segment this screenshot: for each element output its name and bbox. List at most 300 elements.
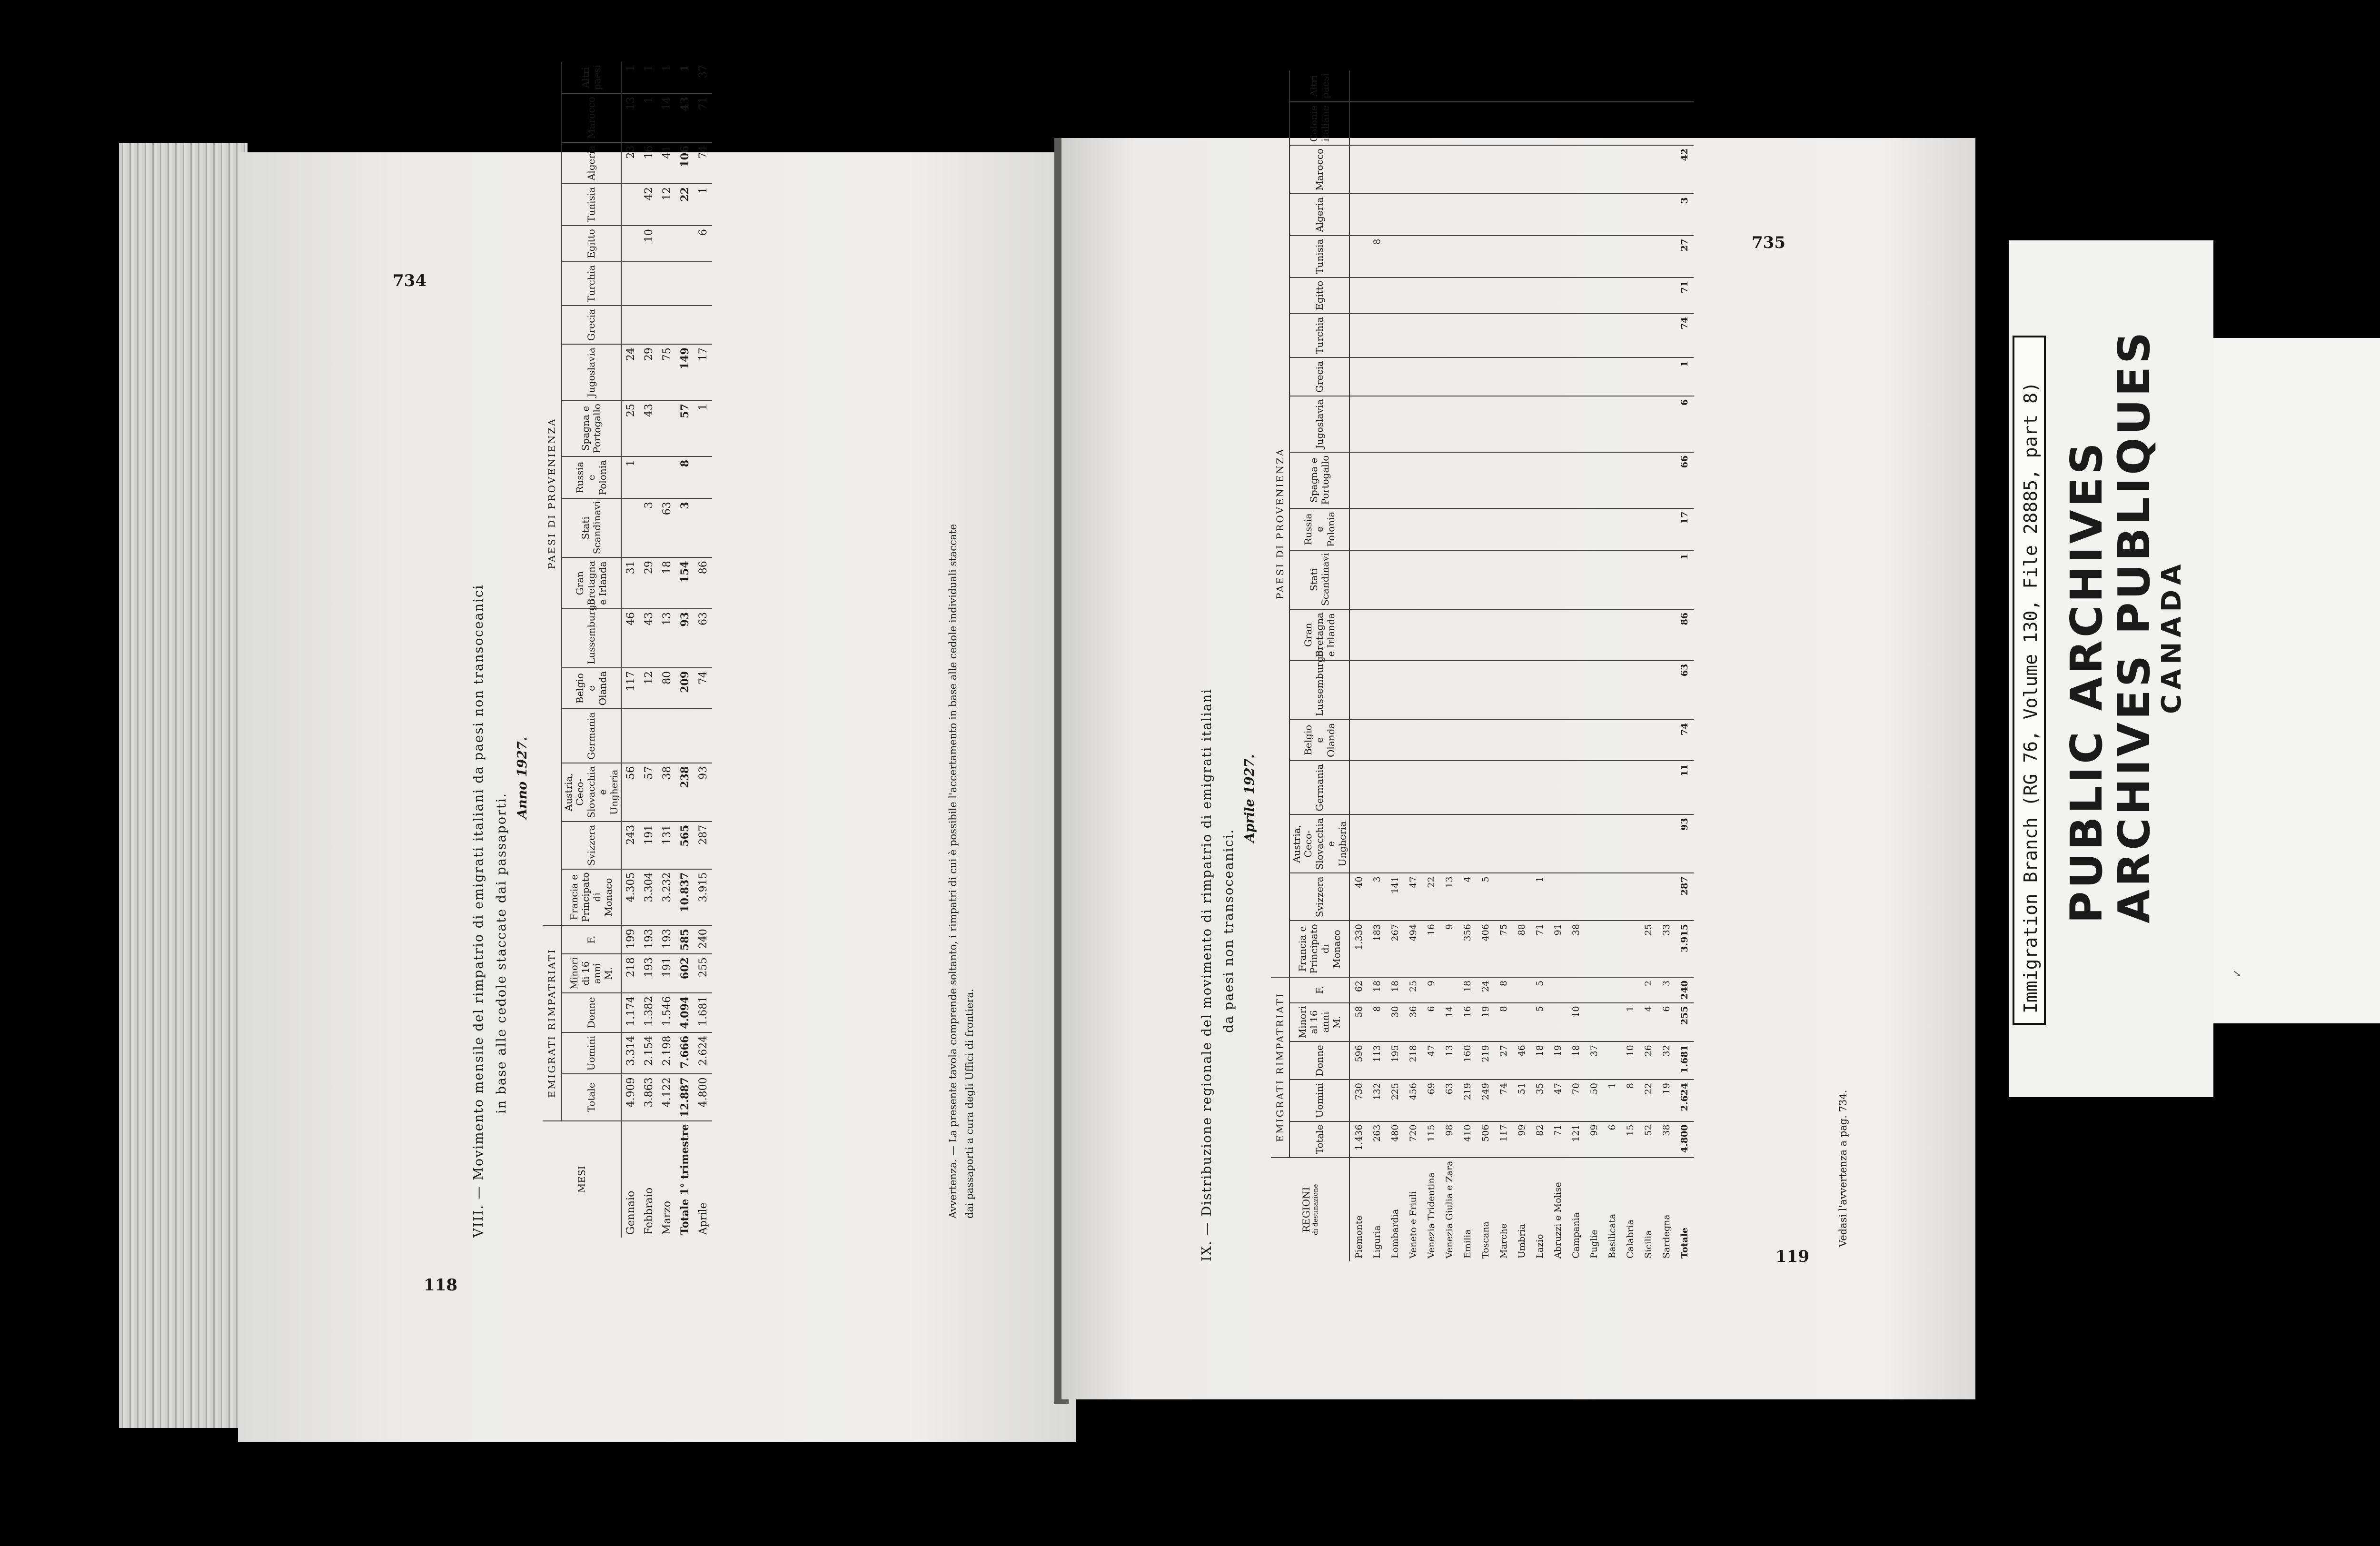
table-cell (1477, 396, 1495, 452)
table-cell: 1.681 (1676, 1041, 1694, 1080)
table-cell (1440, 814, 1458, 873)
col-header: Colonie italiane (1289, 102, 1349, 145)
table-cell: 8 (1621, 1080, 1639, 1121)
table-cell (1603, 396, 1621, 452)
table-cell (1603, 70, 1621, 102)
table-cell (1495, 508, 1513, 550)
table-cell: 1.436 (1349, 1121, 1368, 1158)
table-cell (1513, 194, 1531, 235)
table-cell (1621, 194, 1639, 235)
col-header: Spagna e Portogallo (1289, 452, 1349, 508)
table-cell (1477, 236, 1495, 277)
table-cell (1368, 661, 1386, 720)
table-cell (1349, 452, 1368, 508)
table-cell (1603, 452, 1621, 508)
table-cell: 2 (1639, 977, 1657, 1003)
table-cell: 106 (676, 142, 694, 184)
table-row (676, 62, 694, 1238)
table-cell: 16 (1422, 921, 1440, 977)
col-header: Austria, Ceco-Slovacchia e Ungheria (561, 763, 621, 822)
table-cell: 37 (1585, 1041, 1603, 1080)
table-cell: 47 (1404, 873, 1422, 921)
table-cell (1349, 70, 1368, 102)
table-cell: 596 (1349, 1041, 1368, 1080)
table-cell: 4.305 (621, 869, 640, 926)
table-cell: 193 (658, 925, 676, 954)
col-header: Lussemburgo (1289, 661, 1349, 720)
table-cell: 1 (658, 62, 676, 93)
table-cell: 32 (1657, 1041, 1676, 1080)
table-cell (1386, 70, 1404, 102)
col-header: Donne (1289, 1041, 1349, 1080)
table-cell: 56 (621, 763, 640, 822)
table-cell (1639, 357, 1657, 396)
table-cell (1621, 661, 1639, 720)
table-cell (1549, 814, 1567, 873)
table-cell: 93 (694, 763, 712, 822)
table-cell (1368, 814, 1386, 873)
table-cell (1422, 396, 1440, 452)
table-cell: 3 (676, 498, 694, 557)
col-header: Altri paesi (561, 62, 621, 93)
table-cell: 730 (1349, 1080, 1368, 1121)
regioni-subheading: di destinazione (1312, 1184, 1319, 1235)
table-row (694, 62, 712, 1238)
table-cell: 13 (621, 93, 640, 142)
table-row (1513, 70, 1531, 1261)
table-row (1458, 70, 1477, 1261)
col-header: F. (1289, 977, 1349, 1003)
table-cell (1585, 661, 1603, 720)
table-cell (1567, 661, 1585, 720)
col-header: Totale (1289, 1121, 1349, 1158)
table-cell (1531, 70, 1549, 102)
table-cell (1639, 452, 1657, 508)
table-cell: 19 (1477, 1003, 1495, 1042)
table-cell (1621, 396, 1639, 452)
table-cell (621, 498, 640, 557)
table-cell (1422, 550, 1440, 609)
table-cell: 113 (1368, 1041, 1386, 1080)
col-header: Russia e Polonia (1289, 508, 1349, 550)
table-cell (1567, 194, 1585, 235)
table-cell (1404, 761, 1422, 814)
table-cell (1368, 277, 1386, 314)
table-cell: 18 (1531, 1041, 1549, 1080)
row-label: Sardegna (1661, 1214, 1672, 1259)
table-cell (1549, 508, 1567, 550)
table-cell (1404, 609, 1422, 661)
table-cell (1386, 236, 1404, 277)
table-cell: 6 (1603, 1121, 1621, 1158)
table-cell: 4 (1639, 1003, 1657, 1042)
table-row (1404, 70, 1422, 1261)
table-cell (1585, 873, 1603, 921)
col-header: Jugoslavia (561, 344, 621, 400)
table-cell (658, 400, 676, 456)
table-cell: 4.800 (694, 1074, 712, 1120)
table-cell: 132 (1368, 1080, 1386, 1121)
row-label: Calabria (1625, 1219, 1636, 1259)
table-cell (1639, 761, 1657, 814)
table-cell: 75 (1495, 921, 1513, 977)
col-header: Stati Scandinavi (1289, 550, 1349, 609)
table-cell: 80 (658, 668, 676, 709)
table-cell (1567, 236, 1585, 277)
table-cell (1657, 508, 1676, 550)
table-cell: 191 (640, 822, 658, 869)
table-cell (1567, 609, 1585, 661)
table-cell: 25 (1639, 921, 1657, 977)
row-label: Lazio (1535, 1234, 1545, 1259)
table-cell (640, 306, 658, 344)
table-cell (1603, 761, 1621, 814)
table-cell (1404, 720, 1422, 761)
table-cell (1349, 609, 1368, 661)
table-cell: 15 (1621, 1121, 1639, 1158)
table-cell: 29 (640, 344, 658, 400)
table-cell (1585, 761, 1603, 814)
table-cell (1657, 70, 1676, 102)
table-cell: 13 (1440, 1041, 1458, 1080)
table-cell (1495, 396, 1513, 452)
table-cell (1513, 814, 1531, 873)
table-cell: 86 (694, 557, 712, 609)
table-cell (1422, 357, 1440, 396)
table-cell (1422, 609, 1440, 661)
table-cell (1349, 277, 1368, 314)
table-cell (1440, 977, 1458, 1003)
table-cell: 25 (621, 400, 640, 456)
table-cell (1349, 396, 1368, 452)
table-cell (1513, 357, 1531, 396)
table-cell (1513, 873, 1531, 921)
table-cell: 43 (640, 609, 658, 668)
table-cell: 3.915 (1676, 921, 1694, 977)
table-cell (1404, 194, 1422, 235)
table-cell (1495, 550, 1513, 609)
table-cell: 71 (694, 93, 712, 142)
col-header: Minori al 16 anni M. (1289, 1003, 1349, 1042)
table-cell (1495, 720, 1513, 761)
table-cell (1386, 277, 1404, 314)
table-cell: 117 (1495, 1121, 1513, 1158)
table-cell: 14 (1440, 1003, 1458, 1042)
table-cell (1549, 609, 1567, 661)
table-cell (1404, 452, 1422, 508)
table-cell: 71 (1676, 277, 1694, 314)
table-cell (1639, 145, 1657, 194)
table-cell: 99 (1585, 1121, 1603, 1158)
table-row (1676, 70, 1694, 1261)
table-cell (1458, 102, 1477, 145)
table-cell: 160 (1458, 1041, 1477, 1080)
table-cell: 249 (1477, 1080, 1495, 1121)
monthly-table (543, 62, 712, 1238)
table-cell (694, 709, 712, 763)
table-cell (1477, 314, 1495, 357)
table-cell (1603, 609, 1621, 661)
table-cell (1549, 761, 1567, 814)
table-cell: 38 (658, 763, 676, 822)
table-cell (1440, 314, 1458, 357)
table-cell: 31 (621, 557, 640, 609)
table-cell (1458, 508, 1477, 550)
table-cell: 63 (1440, 1080, 1458, 1121)
col-header: Germania (1289, 761, 1349, 814)
table-cell: 5 (1531, 1003, 1549, 1042)
table-cell (1513, 977, 1531, 1003)
table-cell (1567, 102, 1585, 145)
table-cell (1549, 396, 1567, 452)
table-cell (1567, 508, 1585, 550)
table-cell (1585, 609, 1603, 661)
table-cell (1477, 814, 1495, 873)
table-cell (1603, 814, 1621, 873)
table-cell (1440, 357, 1458, 396)
table-cell (1458, 396, 1477, 452)
table-cell: 13 (1440, 873, 1458, 921)
table-cell: 46 (1513, 1041, 1531, 1080)
table-cell (1639, 102, 1657, 145)
table-cell (1531, 314, 1549, 357)
table-cell: 27 (1495, 1041, 1513, 1080)
table-cell: 1 (1603, 1080, 1621, 1121)
table-cell: 1.382 (640, 993, 658, 1032)
table-cell (1585, 236, 1603, 277)
table-cell (1657, 550, 1676, 609)
table-month: Aprile 1927. (1242, 754, 1257, 842)
page-number-top: 734 (393, 271, 426, 290)
table-cell (1440, 452, 1458, 508)
table-cell (1549, 977, 1567, 1003)
row-label: Venezia Giulia e Zara (1444, 1160, 1455, 1259)
row-label: Emilia (1462, 1229, 1473, 1259)
table-cell (1513, 277, 1531, 314)
table-cell (1531, 194, 1549, 235)
table-cell (1422, 70, 1440, 102)
table-cell (1422, 661, 1440, 720)
table-cell (1440, 145, 1458, 194)
table-cell (1639, 720, 1657, 761)
table-cell (1368, 102, 1386, 145)
table-cell: 1.546 (658, 993, 676, 1032)
table-cell: 121 (1567, 1121, 1585, 1158)
table-cell (1621, 145, 1639, 194)
table-cell (658, 306, 676, 344)
archive-label-card-back (2213, 338, 2380, 1023)
table-cell (1531, 452, 1549, 508)
table-cell: 10 (640, 226, 658, 262)
table-cell (1585, 508, 1603, 550)
col-header: Totale (561, 1074, 621, 1120)
col-header: Belgio e Olanda (1289, 720, 1349, 761)
table-cell (1531, 661, 1549, 720)
table-cell (1639, 236, 1657, 277)
book-page-edges (119, 143, 248, 1428)
table-cell (1657, 357, 1676, 396)
table-cell: 4 (1458, 873, 1477, 921)
archive-name-fr: ARCHIVES PUBLIQUES (2109, 329, 2160, 923)
table-title: IX. — Distribuzione regionale del movimento di rimpatrio di emigrati italiani (1200, 688, 1214, 1261)
table-cell (1549, 873, 1567, 921)
table-cell: 1 (621, 456, 640, 498)
table-cell: 406 (1477, 921, 1495, 977)
row-label: Aprile (697, 1202, 709, 1235)
table-cell (1386, 452, 1404, 508)
table-cell (1386, 145, 1404, 194)
table-cell: 42 (640, 184, 658, 226)
table-cell (1495, 145, 1513, 194)
table-cell: 2.624 (694, 1032, 712, 1074)
table-cell: 26 (1639, 1041, 1657, 1080)
table-cell: 30 (1386, 1003, 1404, 1042)
page-number-top: 735 (1752, 233, 1785, 252)
table-cell: 29 (640, 557, 658, 609)
col-header: Egitto (1289, 277, 1349, 314)
table-cell (1657, 873, 1676, 921)
table-cell (1639, 194, 1657, 235)
table-cell (1477, 194, 1495, 235)
table-cell: 183 (1368, 921, 1386, 977)
table-cell (1477, 609, 1495, 661)
table-cell: 191 (658, 954, 676, 993)
table-cell (1657, 396, 1676, 452)
table-cell (1603, 720, 1621, 761)
table-cell (1440, 236, 1458, 277)
table-cell (1368, 550, 1386, 609)
table-cell (1458, 609, 1477, 661)
table-cell (1603, 194, 1621, 235)
table-cell: 36 (1404, 1003, 1422, 1042)
table-cell (1639, 70, 1657, 102)
table-cell (1603, 357, 1621, 396)
table-cell: 88 (1513, 921, 1531, 977)
table-cell: 93 (676, 609, 694, 668)
table-subtitle: in base alle cedole staccate dai passaporti. (494, 792, 509, 1114)
table-cell (1621, 720, 1639, 761)
table-cell: 3 (1368, 873, 1386, 921)
row-label: Abruzzi e Molise (1553, 1182, 1563, 1259)
col-header: Egitto (561, 226, 621, 262)
table-cell (1585, 921, 1603, 977)
table-cell (1458, 661, 1477, 720)
table-cell (1404, 236, 1422, 277)
table-cell (694, 498, 712, 557)
table-cell (1404, 508, 1422, 550)
table-cell (1585, 102, 1603, 145)
table-cell: 218 (621, 954, 640, 993)
left-rotated-content (462, 64, 1128, 1238)
table-cell: 50 (1585, 1080, 1603, 1121)
table-cell (1386, 761, 1404, 814)
table-cell (1458, 194, 1477, 235)
table-cell: 38 (1567, 921, 1585, 977)
table-cell: 41 (658, 142, 676, 184)
table-cell (1621, 70, 1639, 102)
table-cell (1458, 452, 1477, 508)
table-cell (1657, 661, 1676, 720)
table-cell (1513, 609, 1531, 661)
table-row (1585, 70, 1603, 1261)
table-cell (1531, 609, 1549, 661)
table-cell (1585, 357, 1603, 396)
col-header: Austria, Ceco-Slovacchia e Ungheria (1289, 814, 1349, 873)
table-cell: 62 (1349, 977, 1368, 1003)
table-cell (1349, 145, 1368, 194)
table-cell (1676, 70, 1694, 102)
table-cell (1495, 277, 1513, 314)
table-row (1603, 70, 1621, 1261)
table-cell (1458, 550, 1477, 609)
row-label: Liguria (1372, 1225, 1382, 1259)
table-cell: 356 (1458, 921, 1477, 977)
table-cell: 9 (1440, 921, 1458, 977)
table-cell: 585 (676, 925, 694, 954)
table-cell (1404, 550, 1422, 609)
table-cell: 8 (1495, 977, 1513, 1003)
table-cell (1621, 761, 1639, 814)
table-title: VIII. — Movimento mensile del rimpatrio di emigrati italiani da paesi non transoceanici (471, 584, 486, 1238)
table-cell (1639, 550, 1657, 609)
table-cell: 8 (1495, 1003, 1513, 1042)
table-cell (1603, 145, 1621, 194)
table-cell (1621, 921, 1639, 977)
table-cell: 193 (640, 925, 658, 954)
table-cell (1549, 1003, 1567, 1042)
table-cell (1422, 102, 1440, 145)
table-cell: 410 (1458, 1121, 1477, 1158)
table-cell (1477, 720, 1495, 761)
table-cell: 240 (1676, 977, 1694, 1003)
table-cell (1495, 357, 1513, 396)
table-row (1495, 70, 1513, 1261)
table-cell: 154 (676, 557, 694, 609)
table-cell (1603, 1041, 1621, 1080)
table-cell (1513, 720, 1531, 761)
table-cell: 2.198 (658, 1032, 676, 1074)
table-cell (1495, 452, 1513, 508)
table-cell (1349, 236, 1368, 277)
table-cell (1585, 452, 1603, 508)
table-cell (1422, 508, 1440, 550)
table-cell (1531, 720, 1549, 761)
table-cell (1585, 145, 1603, 194)
table-cell (1368, 70, 1386, 102)
table-cell: 287 (1676, 873, 1694, 921)
table-cell (1440, 194, 1458, 235)
table-cell (1349, 314, 1368, 357)
table-cell (1404, 396, 1422, 452)
table-cell: 720 (1404, 1121, 1422, 1158)
col-header: Russia e Polonia (561, 456, 621, 498)
table-cell: 10 (1567, 1003, 1585, 1042)
table-cell: 24 (621, 344, 640, 400)
table-cell: 6 (1657, 1003, 1676, 1042)
table-cell (1422, 194, 1440, 235)
table-row (640, 62, 658, 1238)
table-cell (1603, 508, 1621, 550)
table-cell: 66 (1676, 452, 1694, 508)
table-cell (1477, 277, 1495, 314)
row-label: Gennaio (625, 1190, 637, 1235)
table-cell (1422, 236, 1440, 277)
table-cell: 3.232 (658, 869, 676, 926)
table-cell: 33 (1657, 921, 1676, 977)
table-cell (1567, 277, 1585, 314)
table-cell: 16 (1458, 1003, 1477, 1042)
table-cell (694, 306, 712, 344)
